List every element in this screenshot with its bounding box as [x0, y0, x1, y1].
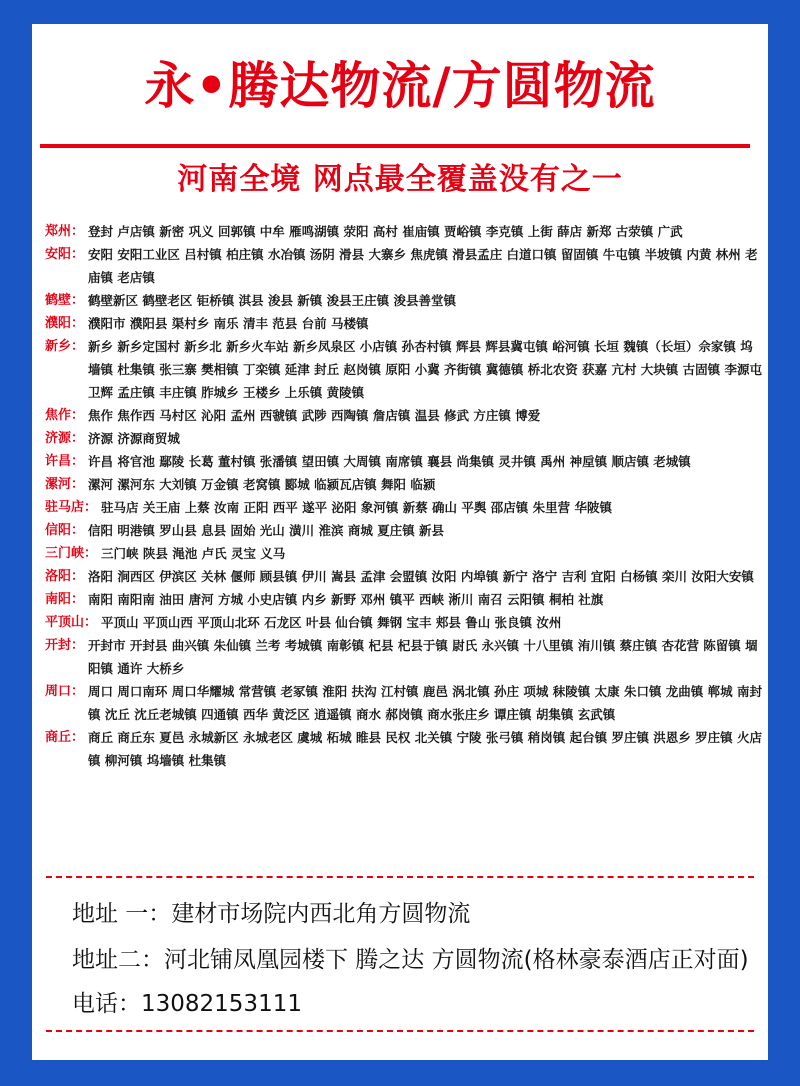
region-places: 登封 卢店镇 新密 巩义 回郭镇 中牟 雁鸣湖镇 荥阳 高村 崔庙镇 贾峪镇 李克镇 上街 薛店 新郑 古荥镇 广武 — [88, 224, 683, 239]
region-name: 许昌： — [45, 454, 85, 469]
region-name: 鹤壁： — [45, 293, 85, 308]
region-row — [45, 473, 765, 496]
region-row — [45, 335, 765, 404]
region-places: 新乡 新乡定国村 新乡北 新乡火车站 新乡凤泉区 小店镇 孙杏村镇 辉县 辉县冀屯镇 峪河镇 长垣 魏镇（长垣）佘家镇 坞墙镇 杜集镇 张三寨 樊相镇 丁栾镇 延津 封丘 赵岗镇 原阳 小冀 齐街镇 冀德镇 桥北农资 获嘉 亢村 大块镇 古固镇 李源屯 卫辉 孟庄镇 丰庄镇 胙城乡 王楼乡 上乐镇 黄陵镇 — [88, 339, 763, 400]
region-places: 开封市 开封县 曲兴镇 朱仙镇 兰考 考城镇 南彰镇 杞县 杞县于镇 尉氏 永兴镇 十八里镇 洧川镇 蔡庄镇 杏花营 陈留镇 堌阳镇 通许 大桥乡 — [88, 638, 758, 676]
region-name: 开封： — [45, 638, 85, 653]
region-row — [45, 634, 765, 680]
region-row — [45, 588, 765, 611]
region-places: 信阳 明港镇 罗山县 息县 固始 光山 潢川 淮滨 商城 夏庄镇 新县 — [88, 523, 445, 538]
region-list — [45, 220, 765, 772]
region-places: 周口 周口南环 周口华耀城 常营镇 老冢镇 淮阳 扶沟 江村镇 鹿邑 涡北镇 孙庄 项城 秣陵镇 太康 朱口镇 龙曲镇 郸城 南封镇 沈丘 沈丘老城镇 四通镇 西华 黄泛区 逍遥镇 商水 郝岗镇 商水张庄乡 谭庄镇 胡集镇 玄武镇 — [88, 684, 763, 722]
title-divider — [40, 144, 750, 148]
region-row — [45, 680, 765, 726]
region-places: 漯河 漯河东 大刘镇 万金镇 老窝镇 郾城 临颍瓦店镇 舞阳 临颍 — [88, 477, 436, 492]
region-places: 南阳 南阳南 油田 唐河 方城 小史店镇 内乡 新野 邓州 镇平 西峡 淅川 南召 云阳镇 桐柏 社旗 — [88, 592, 604, 607]
phone-line — [72, 986, 302, 1022]
region-places: 平顶山 平顶山西 平顶山北环 石龙区 叶县 仙台镇 舞钢 宝丰 郏县 鲁山 张良镇 汝州 — [101, 615, 562, 630]
region-places: 许昌 将官池 鄢陵 长葛 董村镇 张潘镇 望田镇 大周镇 南席镇 襄县 尚集镇 灵井镇 禹州 神垕镇 顺店镇 老城镇 — [88, 454, 691, 469]
region-row — [45, 519, 765, 542]
region-name: 南阳： — [45, 592, 85, 607]
contact-divider-top — [46, 876, 754, 878]
region-row — [45, 726, 765, 772]
region-name: 郑州： — [45, 224, 85, 239]
region-row — [45, 220, 765, 243]
region-name: 安阳： — [45, 247, 85, 262]
region-name: 商丘： — [45, 730, 85, 745]
region-row — [45, 312, 765, 335]
address-two-value: 河北铺凤凰园楼下 腾之达 方圆物流(格林豪泰酒店正对面) — [164, 947, 749, 973]
phone-number: 13082153111 — [141, 991, 302, 1017]
contact-divider-bottom — [46, 1030, 754, 1032]
region-name: 三门峡： — [45, 546, 98, 561]
flyer-subtitle: 河南全境 网点最全覆盖没有之一 — [177, 162, 623, 197]
phone-label: 电话： — [72, 991, 141, 1017]
region-row — [45, 243, 765, 289]
region-places: 驻马店 关王庙 上蔡 汝南 正阳 西平 遂平 泌阳 象河镇 新蔡 确山 平舆 邵店镇 朱里营 华陂镇 — [101, 500, 612, 515]
flyer-title: 永•腾达物流/方圆物流 — [144, 57, 656, 115]
region-row — [45, 404, 765, 427]
address-one — [72, 896, 470, 932]
region-places: 鹤壁新区 鹤壁老区 钜桥镇 淇县 浚县 新镇 浚县王庄镇 浚县善堂镇 — [88, 293, 456, 308]
region-row — [45, 542, 765, 565]
region-places: 洛阳 涧西区 伊滨区 关林 偃师 顾县镇 伊川 嵩县 孟津 会盟镇 汝阳 内埠镇 新宁 洛宁 吉利 宜阳 白杨镇 栾川 汝阳大安镇 — [88, 569, 754, 584]
region-name: 濮阳： — [45, 316, 85, 331]
region-places: 济源 济源商贸城 — [88, 431, 180, 446]
region-name: 济源： — [45, 431, 85, 446]
region-name: 焦作： — [45, 408, 85, 423]
region-places: 商丘 商丘东 夏邑 永城新区 永城老区 虞城 柘城 睢县 民权 北关镇 宁陵 张弓镇 稍岗镇 起台镇 罗庄镇 洪恩乡 罗庄镇 火店镇 柳河镇 坞墙镇 杜集镇 — [88, 730, 763, 768]
address-one-value: 建材市场院内西北角方圆物流 — [171, 901, 471, 927]
region-name: 平顶山： — [45, 615, 98, 630]
flyer-card — [32, 24, 768, 1060]
region-places: 安阳 安阳工业区 吕村镇 柏庄镇 水冶镇 汤阴 滑县 大寨乡 焦虎镇 滑县孟庄 白道口镇 留固镇 牛屯镇 半坡镇 内黄 林州 老庙镇 老店镇 — [88, 247, 758, 285]
region-places: 三门峡 陕县 渑池 卢氏 灵宝 义马 — [101, 546, 286, 561]
region-name: 洛阳： — [45, 569, 85, 584]
region-name: 新乡： — [45, 339, 85, 354]
region-row — [45, 565, 765, 588]
region-name: 驻马店： — [45, 500, 98, 515]
region-name: 漯河： — [45, 477, 85, 492]
address-two-label: 地址二： — [72, 947, 164, 973]
region-name: 信阳： — [45, 523, 85, 538]
region-row — [45, 496, 765, 519]
region-places: 濮阳市 濮阳县 渠村乡 南乐 清丰 范县 台前 马楼镇 — [88, 316, 369, 331]
region-row — [45, 611, 765, 634]
address-one-label: 地址 一： — [72, 901, 172, 927]
region-places: 焦作 焦作西 马村区 沁阳 孟州 西虢镇 武陟 西陶镇 詹店镇 温县 修武 方庄镇 博爱 — [88, 408, 541, 423]
region-row — [45, 427, 765, 450]
region-name: 周口： — [45, 684, 85, 699]
region-row — [45, 450, 765, 473]
address-two — [72, 942, 749, 978]
region-row — [45, 289, 765, 312]
